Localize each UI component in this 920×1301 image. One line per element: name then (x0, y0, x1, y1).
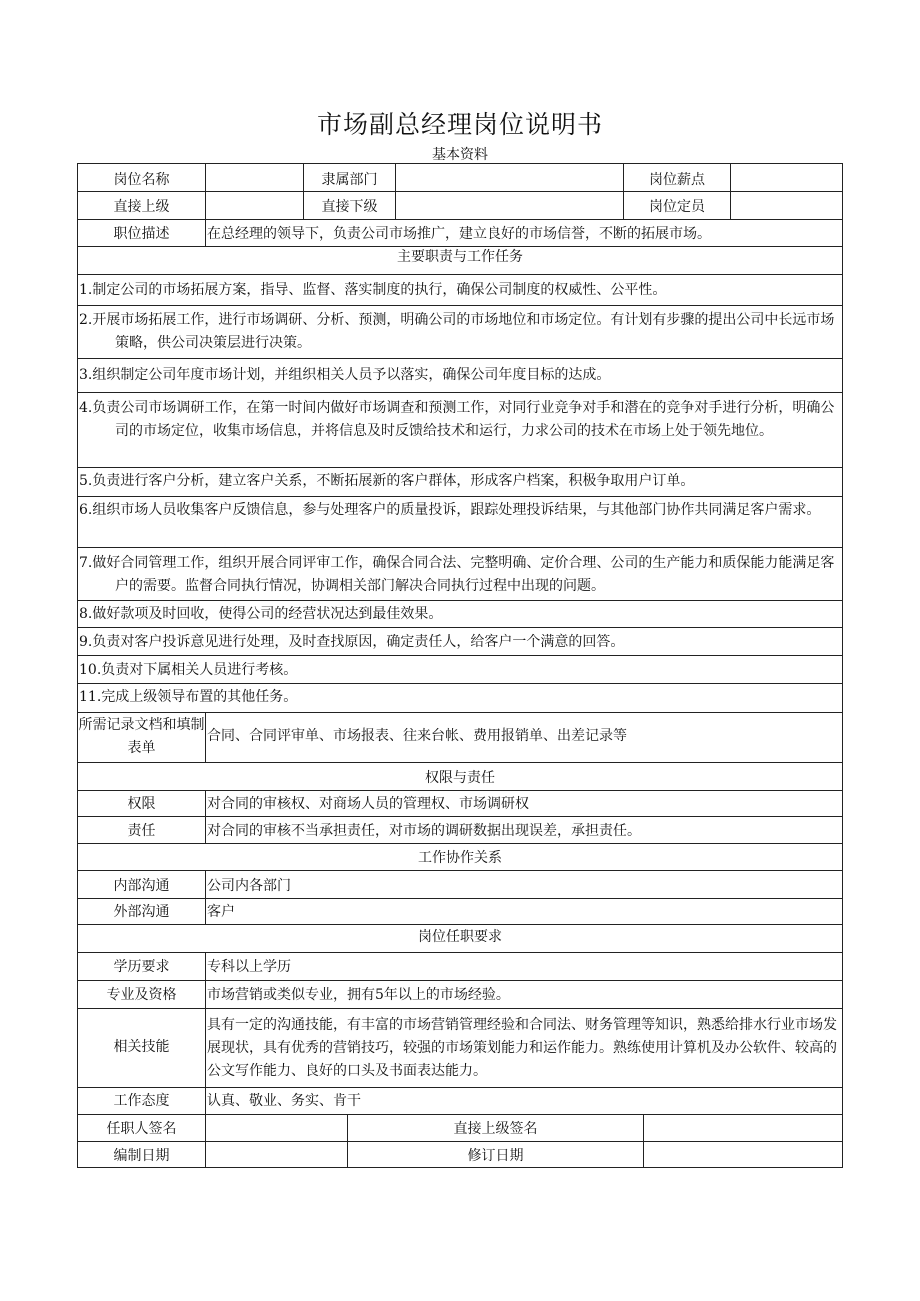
skills-label: 相关技能 (113, 1039, 170, 1055)
headcount-label: 岗位定员 (649, 199, 705, 215)
duty-item-7 (79, 552, 839, 598)
records-value: 合同、合同评审单、市场报表、往来台帐、费用报销单、出差记录等 (207, 728, 627, 744)
duty-item-4 (79, 397, 839, 443)
attitude-value: 认真、敬业、务实、肯干 (207, 1093, 361, 1109)
duty-item-7-text: 7.做好合同管理工作，组织开展合同评审工作，确保合同合法、完整明确、定价合理、公司的生产能力和质保能力能满足客户的需要。监督合同执行情况，协调相关部门解决合同执行过程中出现的问题。 (79, 555, 835, 594)
duty-item-6 (79, 499, 839, 522)
duty-item-6-text: 6.组织市场人员收集客户反馈信息，参与处理客户的质量投诉，跟踪处理投诉结果，与其他部门协作共同满足客户需求。 (79, 502, 821, 518)
duty-item-9: 9.负责对客户投诉意见进行处理，及时查找原因，确定责任人，给客户一个满意的回答。 (79, 634, 625, 650)
duty-item-2 (79, 309, 839, 355)
external-value: 客户 (207, 904, 235, 920)
major-label: 专业及资格 (106, 987, 177, 1003)
responsibility-value: 对合同的审核不当承担责任，对市场的调研数据出现误差，承担责任。 (207, 823, 641, 839)
superior-label: 直接上级 (113, 199, 170, 215)
duty-item-8: 8.做好款项及时回收，使得公司的经营状况达到最佳效果。 (79, 606, 443, 622)
authority-heading: 权限与责任 (425, 770, 495, 786)
duties-heading: 主要职责与工作任务 (397, 249, 523, 265)
duty-item-10: 10.负责对下属相关人员进行考核。 (79, 662, 298, 678)
external-label: 外部沟通 (113, 904, 170, 920)
department-label: 隶属部门 (321, 172, 378, 188)
superior-signature-label: 直接上级签名 (453, 1121, 538, 1137)
position-name-label: 岗位名称 (113, 172, 170, 188)
rights-label: 权限 (127, 796, 156, 812)
subordinate-label: 直接下级 (321, 199, 378, 215)
holder-signature-label: 任职人签名 (106, 1121, 177, 1137)
internal-value: 公司内各部门 (207, 878, 291, 894)
attitude-label: 工作态度 (113, 1093, 170, 1109)
responsibility-label: 责任 (127, 823, 156, 839)
description-label: 职位描述 (113, 226, 170, 242)
skills-value: 具有一定的沟通技能，有丰富的市场营销管理经验和合同法、财务管理等知识，熟悉给排水行业市场发展现状，具有优秀的营销技巧，较强的市场策划能力和运作能力。熟练使用计算机及办公软件、较高的公文写作能力、良好的口头及书面表达能力。 (207, 1017, 837, 1079)
duty-item-1: 1.制定公司的市场拓展方案，指导、监督、落实制度的执行，确保公司制度的权威性、公平性。 (79, 282, 667, 298)
section-title-basic-info: 基本资料 (432, 147, 488, 163)
major-value: 市场营销或类似专业，拥有5年以上的市场经验。 (207, 987, 510, 1003)
cooperation-heading: 工作协作关系 (418, 850, 502, 866)
requirements-heading: 岗位任职要求 (418, 929, 502, 945)
duty-item-5: 5.负责进行客户分析，建立客户关系，不断拓展新的客户群体，形成客户档案，积极争取用户订单。 (79, 473, 695, 489)
education-value: 专科以上学历 (207, 959, 291, 975)
salary-label: 岗位薪点 (649, 172, 705, 188)
revise-date-label: 修订日期 (467, 1148, 524, 1164)
description-value: 在总经理的领导下，负责公司市场推广，建立良好的市场信誉，不断的拓展市场。 (207, 226, 711, 242)
internal-label: 内部沟通 (113, 878, 170, 894)
records-label: 所需记录文档和填制表单 (78, 717, 205, 756)
rights-value: 对合同的审核权、对商场人员的管理权、市场调研权 (207, 796, 529, 812)
compile-date-label: 编制日期 (113, 1148, 170, 1164)
duty-item-11: 11.完成上级领导布置的其他任务。 (79, 689, 298, 705)
duty-item-3: 3.组织制定公司年度市场计划，并组织相关人员予以落实，确保公司年度目标的达成。 (79, 367, 611, 383)
duty-item-4-text: 4.负责公司市场调研工作，在第一时间内做好市场调查和预测工作，对同行业竞争对手和潜在的竞争对手进行分析，明确公司的市场定位，收集市场信息，并将信息及时反馈给技术和运行，力求公司的技术在市场上处于领先地位。 (79, 400, 835, 439)
page-title: 市场副总经理岗位说明书 (316, 110, 603, 139)
education-label: 学历要求 (113, 959, 170, 975)
duty-item-2-text: 2.开展市场拓展工作，进行市场调研、分析、预测，明确公司的市场地位和市场定位。有计划有步骤的提出公司中长远市场策略，供公司决策层进行决策。 (79, 312, 835, 351)
